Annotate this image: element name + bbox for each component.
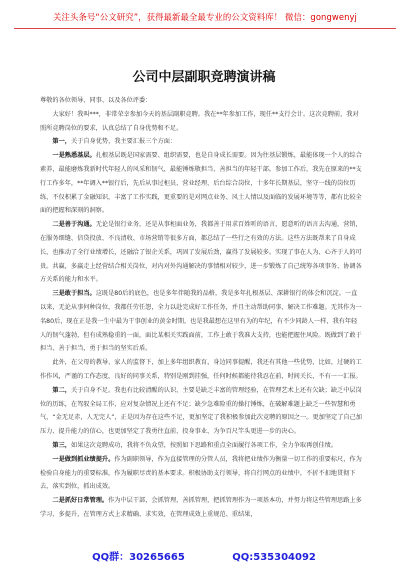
paragraph-text: 关于自身优势，我主要汇报三个方面： (70, 138, 177, 146)
paragraph (40, 218, 362, 287)
paragraph-lead: 三是敢于担当。 (52, 290, 96, 298)
paragraph-text: 关于自身不足。我也有比较清醒的认识，主要是缺乏丰富的管理经验，在管理艺术上还有欠缺；缺乏中层岗位的历练，在驾驭全局工作、应对复杂情况上还有不足；缺少急难险重的操打锤炼，在破解难题上缺乏一些智慧和勇气，“金无足赤，人无完人”，正是因为存在这些不足，更加坚定了我积极参加此次竞聘的原因之一。更加坚定了自己加压力、提升能力的信心，也更加坚定了我勇往直前、投身事业、为争百尺竿头更进一步的决心。 (40, 386, 362, 436)
paragraph-lead: 一是熟悉基层。 (52, 152, 96, 160)
paragraph-text: 这既是80后的底色，也是多年伴随我的品格，我是多年扎根基层、深耕银行的体会和沉淀。一直以来，无论从事何种岗位，我都任劳任怨，全力以赴完成好工作任务，并且主动帮助同事，解决工作难题。无其作为一名80后，现在正是我一生中最为干事创业的黄金时期，也是我最想在这里有为的年纪，有不少同龄人一样，我有年轻人的韧气蓬勃，但有成熟稳重的一面，面比某相关实践面前，工作上敢于我准大支持，也能把握住风险。既做到了敢于担当、善于担当，勇于担当的坚实后盾。 (40, 290, 362, 353)
qq-group-text: QQ群：30265665 (92, 552, 185, 563)
paragraph (40, 287, 362, 356)
paragraph (40, 149, 362, 218)
qq-text: QQ:535304092 (232, 552, 316, 563)
paragraph-lead: 第三， (52, 441, 71, 449)
document-body (40, 94, 362, 544)
paragraph (40, 453, 362, 494)
footer-contacts (0, 548, 408, 563)
paragraph-lead: 二是善于沟通。 (52, 221, 96, 229)
paragraph (40, 108, 362, 136)
paragraph-lead: 一是做到抓业绩提升。 (52, 455, 115, 463)
paragraph-lead: 第二， (52, 386, 71, 394)
paragraph-text: 作为副职领导，作为直接管理的分管人员，我将把业绩作为衡量一切工作的重要标尺，作为检验自身能力的重要标准，作为履职尽责的基本要求。积极协助支行领导，将自行网点的业绩中，不折不扣地贯彻下去，落实到位，抓出成效。 (40, 455, 362, 491)
paragraph (40, 384, 362, 439)
promo-banner: 关注头条号“公文研究”，获得最新最全最专业的公文资料库！ 微信：gongwenyj (14, 6, 396, 29)
paragraph (40, 494, 362, 522)
paragraph-text: 扎根基层既是国家需要、组织需要，也是自身成长需要。因为往基层锻炼，最能体现一个人的综合素养，最能磨炼我新时代年轻人的风采和韧气，最能锤炼敬担当、善担当的年轻干部。参加工作后，我先在原来的**支行工作多年，**年调入**银行后，先后从事过柜员、营业经理、后台综合岗位，十多年长期基层，坚守一线的岗位历练，不仅积累了金融知识，丰富了工作实践，更重要的是对网点业务、风土人情以及面临的发展环境等等，都有比较全面的把握和深刻的洞察。 (40, 152, 362, 215)
paragraph (40, 356, 362, 384)
paragraph-lead: 第一， (52, 138, 71, 146)
paragraph (40, 135, 362, 149)
paragraph-text: 作为中层干部，会抓管理，善抓管理，把抓管理作为一项基本功，并努力将这些管理思路上多学习、多提升，在管理方式上求精确、求实效，在管理成效上重规范、重结果， (40, 497, 362, 518)
paragraph-lead: 二是抓好日常管理。 (52, 497, 109, 505)
paragraph-text: 无论是银行业务，还是从事柜面业务，我都善于用求百姓听的语言，愿意听的语言去沟通，营销，在服务细缝、信贷投放、不良清收、市场营销等很多方面，都总结了一些行之有效的方法。这些方法既帮来了自身成长，也推动了全行业绩增长，还融洽了银企关系，巩固了发展后劲，赢得了发展较多。实现了事在人为、心齐于人的可贵。共赢，多赢走上经营结合相关岗位，对内对外沟通解决的事情相对较少，进一步锻炼了自己统筹各项事务、协调各方关系的能力和水平。 (40, 221, 362, 284)
salutation: 尊敬的各位领导、同事、以及各位评委： (40, 97, 152, 104)
document-title: 公司中层副职竞聘演讲稿 (132, 70, 276, 85)
paragraph (40, 439, 362, 453)
paragraph-text: 大家好！我叫***，非常荣幸参加今天的基层副职竞聘。我在**年参加工作，现任**支行会计。这次竞聘前，我对照所竞聘岗位的要求，认真总结了自身优势和不足。 (40, 110, 359, 132)
paragraph-text: 如果这次竞聘成功，我将不负众望，按照如下思路和重点全面履行各项工作，全力争取再创佳绩。 (70, 441, 338, 449)
paragraph-text: 此外，在父母的教导、家人的监督下，加上多年组织教育，身边同事提醒，我还有其他一些优势，比如，过硬的工作作风，严谨的工作态度，良好的同事关系，特别是刚到挂强，任何时候都能待我忍在前，时间关长、不有一一汇报。 (40, 359, 362, 380)
